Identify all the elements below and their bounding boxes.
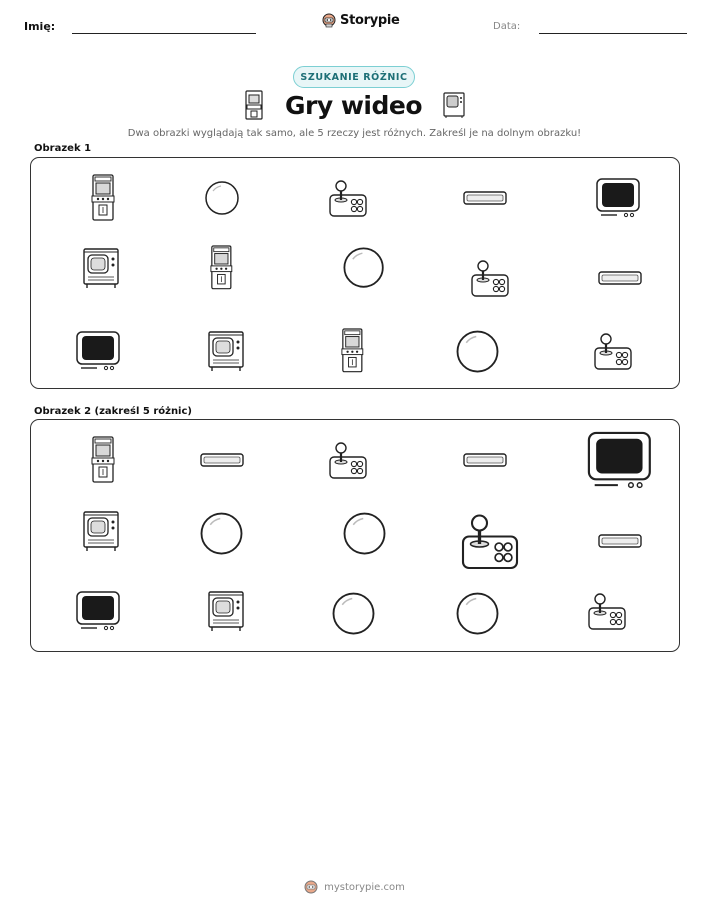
p1-ball-icon — [204, 180, 240, 221]
page-title: Gry wideo — [284, 90, 423, 120]
name-write-line[interactable] — [72, 33, 256, 34]
p2-arcade-cabinet-icon[interactable] — [90, 436, 116, 489]
panel1-label: Obrazek 1 — [34, 143, 92, 154]
p2-cartridge-icon[interactable] — [598, 534, 642, 553]
p1-ball-icon — [455, 329, 500, 379]
p1-arcade-cabinet-icon — [90, 174, 116, 227]
p2-ball-icon[interactable] — [199, 511, 244, 561]
tv-cabinet-icon — [442, 91, 466, 119]
p2-retro-tv-icon[interactable] — [586, 430, 653, 496]
arcade-icon — [243, 90, 265, 120]
p2-ball-icon[interactable] — [342, 511, 387, 561]
title-row — [0, 90, 709, 120]
picture-panel-1 — [30, 157, 680, 389]
p1-ball-icon — [342, 246, 385, 294]
name-label: Imię: — [24, 20, 56, 33]
brand-name: Storypie — [340, 13, 400, 28]
panel2-label: Obrazek 2 (zakreśl 5 różnic) — [34, 406, 192, 417]
p1-cartridge-icon — [463, 191, 507, 210]
mascot-icon — [322, 13, 336, 28]
p2-retro-tv-icon[interactable] — [75, 590, 121, 637]
footer-url: mystorypie.com — [324, 882, 405, 893]
activity-badge — [293, 66, 415, 88]
p2-vintage-tv-cabinet-icon[interactable] — [82, 510, 120, 557]
p2-cartridge-icon[interactable] — [200, 453, 244, 472]
p1-cartridge-icon — [598, 271, 642, 290]
p1-joystick-controller-icon — [593, 331, 633, 376]
p1-vintage-tv-cabinet-icon — [82, 247, 120, 294]
p2-joystick-controller-icon[interactable] — [587, 591, 627, 636]
p1-vintage-tv-cabinet-icon — [207, 330, 245, 377]
p2-cartridge-icon[interactable] — [463, 453, 507, 472]
p1-retro-tv-icon — [75, 330, 121, 377]
p2-joystick-controller-icon[interactable] — [460, 511, 520, 576]
date-write-line[interactable] — [539, 33, 687, 34]
p2-joystick-controller-icon[interactable] — [328, 440, 368, 485]
p2-ball-icon[interactable] — [455, 591, 500, 641]
badge-text: SZUKANIE RÓŻNIC — [300, 71, 408, 83]
p1-retro-tv-icon — [595, 177, 641, 224]
picture-panel-2[interactable] — [30, 419, 680, 652]
footer — [0, 880, 709, 895]
p1-arcade-cabinet-icon — [340, 328, 365, 379]
date-label: Data: — [493, 21, 521, 32]
mascot-icon — [304, 880, 318, 895]
p2-vintage-tv-cabinet-icon[interactable] — [207, 590, 245, 637]
p1-joystick-controller-icon — [328, 178, 368, 223]
p1-arcade-cabinet-icon — [209, 245, 234, 296]
brand-logo — [322, 13, 400, 28]
p1-joystick-controller-icon — [470, 258, 510, 303]
p2-ball-icon[interactable] — [331, 591, 376, 641]
instructions: Dwa obrazki wyglądają tak samo, ale 5 rzeczy jest różnych. Zakreśl je na dolnym obrazku! — [127, 128, 582, 139]
